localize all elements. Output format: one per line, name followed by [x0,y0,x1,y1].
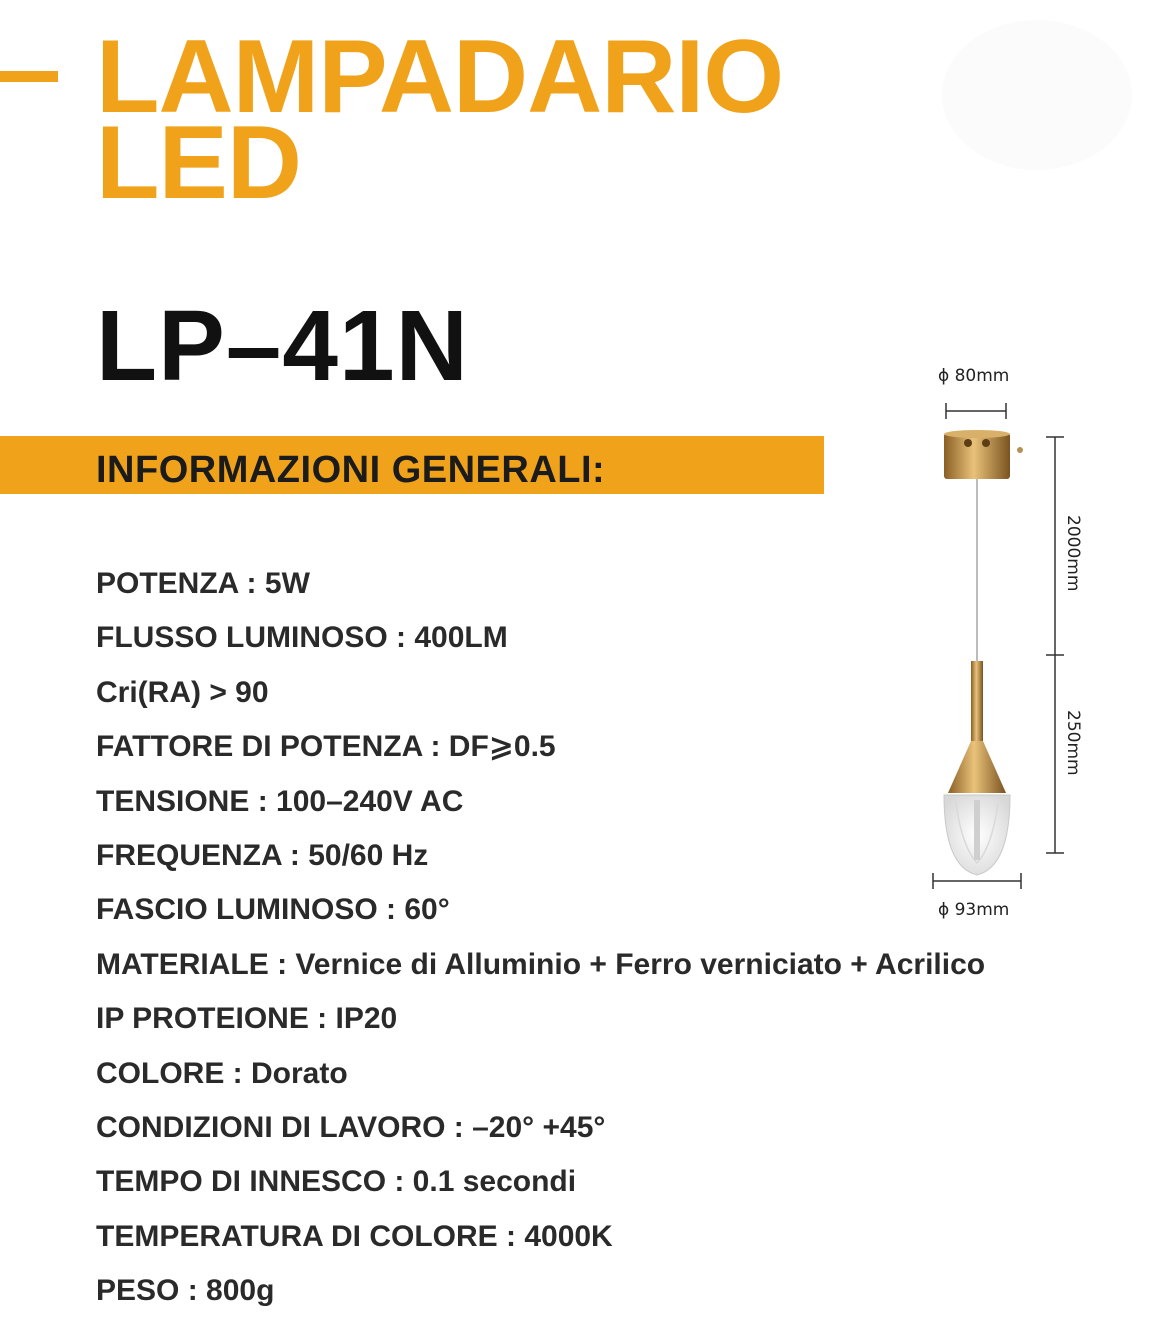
top-width-dimension-line [946,403,1006,419]
spec-list [96,557,985,1319]
cable-length-label: 2000mm [1063,515,1083,592]
height-dimension-line [1046,437,1064,853]
spec-ip-rating: IP PROTEIONE : IP20 [96,1002,398,1036]
top-width-label: ϕ 80mm [938,366,1010,386]
spec-voltage: TENSIONE : 100–240V AC [96,784,464,818]
title-line-1: LAMPADARIO [96,19,784,135]
accent-dash [0,71,58,82]
product-title [96,19,784,221]
spec-weight: PESO : 800g [96,1274,275,1308]
model-code: LP–41N [96,290,469,402]
spec-beam-angle: FASCIO LUMINOSO : 60° [96,893,450,927]
spec-material: MATERIALE : Vernice di Alluminio + Ferro verniciato + Acrilico [96,947,986,981]
watermark-logo [942,20,1132,170]
spec-working-conditions: CONDIZIONI DI LAVORO : –20° +45° [96,1111,606,1145]
spec-start-time: TEMPO DI INNESCO : 0.1 secondi [96,1165,577,1199]
spec-luminous-flux: FLUSSO LUMINOSO : 400LM [96,621,508,655]
title-line-2: LED [96,105,301,221]
spec-color-temperature: TEMPERATURA DI COLORE : 4000K [96,1219,613,1253]
bottom-width-label: ϕ 93mm [938,900,1010,920]
ceiling-canopy [944,430,1023,479]
lamp-length-label: 250mm [1063,710,1083,776]
spec-color: COLORE : Dorato [96,1056,348,1090]
lamp-body [944,661,1010,875]
lamp-dimension-diagram [900,355,1150,935]
spec-cri: Cri(RA) > 90 [96,675,269,709]
spec-frequency: FREQUENZA : 50/60 Hz [96,839,429,873]
spec-power: POTENZA : 5W [96,567,310,600]
section-title: INFORMAZIONI GENERALI: [96,449,606,491]
spec-power-factor: FATTORE DI POTENZA : DF⩾0.5 [96,730,556,764]
